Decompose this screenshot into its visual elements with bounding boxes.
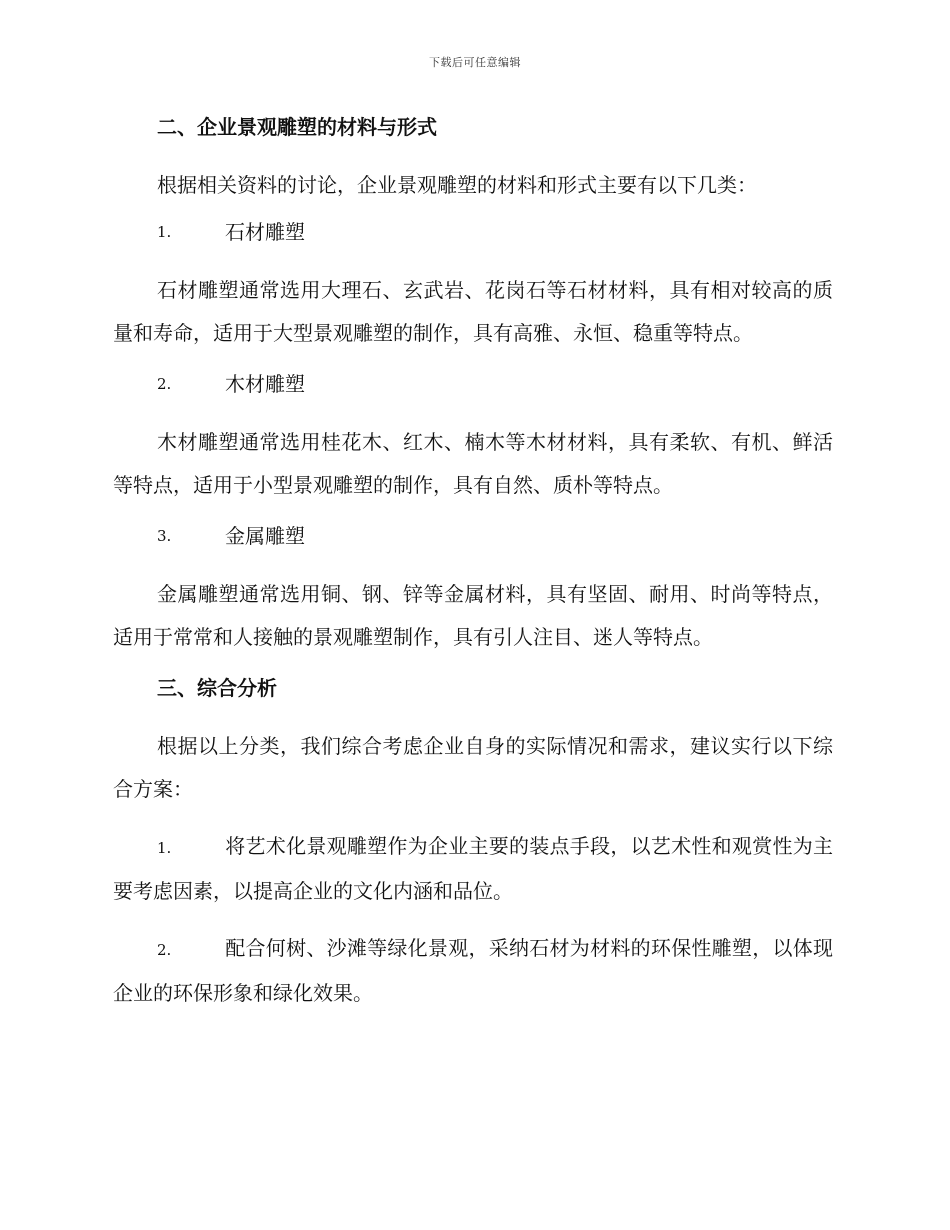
list-number: 2. — [157, 941, 172, 959]
numbered-paragraph-text: 将艺术化景观雕塑作为企业主要的装点手段，以艺术性和观赏性为主要考虑因素，以提高企业的文化内涵和品位。 — [113, 834, 833, 903]
document-body — [113, 112, 833, 1029]
list-number: 2. — [157, 375, 172, 393]
list-number: 3. — [157, 527, 172, 545]
paragraph: 木材雕塑通常选用桂花木、红木、楠木等木材材料，具有柔软、有机、鲜活等特点，适用于小型景观雕塑的制作，具有自然、质朴等特点。 — [113, 430, 833, 497]
list-number: 1. — [157, 223, 172, 241]
paragraph: 金属雕塑通常选用铜、钢、锌等金属材料，具有坚固、耐用、时尚等特点，适用于常常和人接触的景观雕塑制作，具有引人注目、迷人等特点。 — [113, 582, 833, 649]
numbered-paragraph — [113, 927, 833, 1015]
list-item-title: 木材雕塑 — [225, 372, 305, 396]
list-number: 1. — [157, 839, 172, 857]
section-heading: 二、企业景观雕塑的材料与形式 — [157, 115, 437, 139]
section-heading: 三、综合分析 — [157, 676, 277, 700]
section-intro: 根据以上分类，我们综合考虑企业自身的实际情况和需求，建议实行以下综合方案： — [113, 734, 833, 801]
numbered-paragraph — [113, 825, 833, 913]
list-item-heading — [113, 521, 833, 551]
list-item-title: 金属雕塑 — [225, 524, 305, 548]
list-item-heading — [113, 369, 833, 399]
page-header-note: 下载后可任意编辑 — [429, 56, 521, 69]
numbered-paragraph-text: 配合何树、沙滩等绿化景观，采纳石材为材料的环保性雕塑，以体现企业的环保形象和绿化效果。 — [113, 936, 833, 1005]
paragraph: 石材雕塑通常选用大理石、玄武岩、花岗石等石材材料，具有相对较高的质量和寿命，适用于大型景观雕塑的制作，具有高雅、永恒、稳重等特点。 — [113, 278, 833, 345]
section-intro: 根据相关资料的讨论，企业景观雕塑的材料和形式主要有以下几类： — [157, 173, 757, 197]
list-item-heading — [113, 217, 833, 247]
list-item-title: 石材雕塑 — [225, 220, 305, 244]
